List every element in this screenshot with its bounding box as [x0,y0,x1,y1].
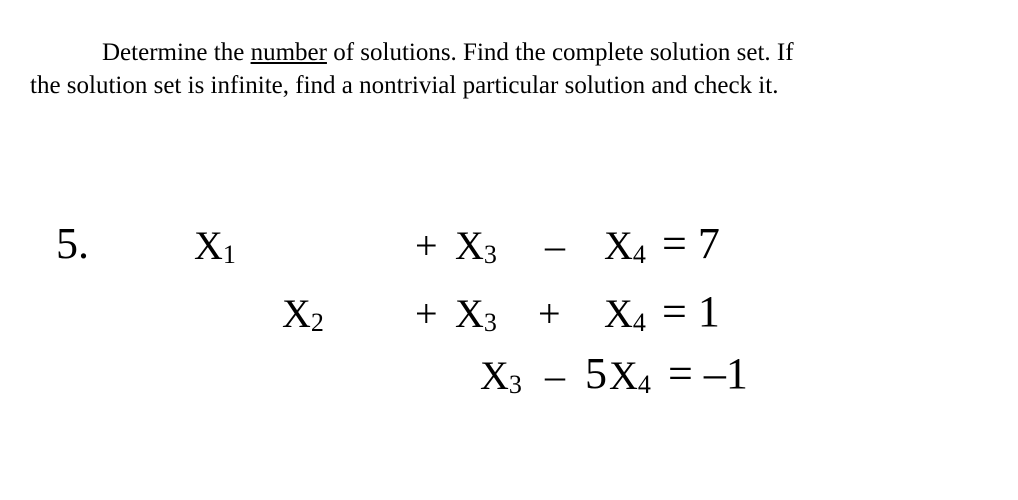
eq2-plus: + [415,291,438,336]
eq1-minus: – [545,223,565,268]
instructions-line-2: the solution set is infinite, find a nontrivial particular solution and check it. [30,72,779,99]
instructions-text: of solutions. Find the complete solution set. If [326,39,794,66]
eq3-x3 [480,352,522,400]
eq3-rhs: = –1 [668,349,748,398]
eq1-x1 [194,222,236,270]
underlined-word: number [250,39,327,66]
var-subscript: 1 [222,240,236,269]
var-subscript: 3 [483,308,497,337]
eq2-plus: + [538,291,561,336]
eq1-rhs: = 7 [662,219,720,268]
eq1-x4 [604,222,646,270]
eq3-x4 [609,352,651,400]
var-letter: X [480,353,509,398]
var-letter: X [604,291,633,336]
var-letter: X [609,353,638,398]
eq2-x2 [282,290,324,338]
var-subscript: 4 [632,308,646,337]
var-letter: X [604,223,633,268]
eq2-x3 [455,290,497,338]
eq3-minus: – [545,353,565,398]
var-subscript: 3 [483,240,497,269]
var-subscript: 4 [632,240,646,269]
eq3-coef: 5 [585,349,607,398]
problem-number: 5. [56,219,89,268]
var-letter: X [194,223,223,268]
var-subscript: 4 [637,370,651,399]
eq1-plus: + [415,223,438,268]
var-subscript: 3 [508,370,522,399]
var-letter: X [455,223,484,268]
eq2-x4 [604,290,646,338]
var-letter: X [282,291,311,336]
var-subscript: 2 [310,308,324,337]
eq1-x3 [455,222,497,270]
var-letter: X [455,291,484,336]
instructions-text: Determine the [102,39,251,66]
eq2-rhs: = 1 [662,287,720,336]
